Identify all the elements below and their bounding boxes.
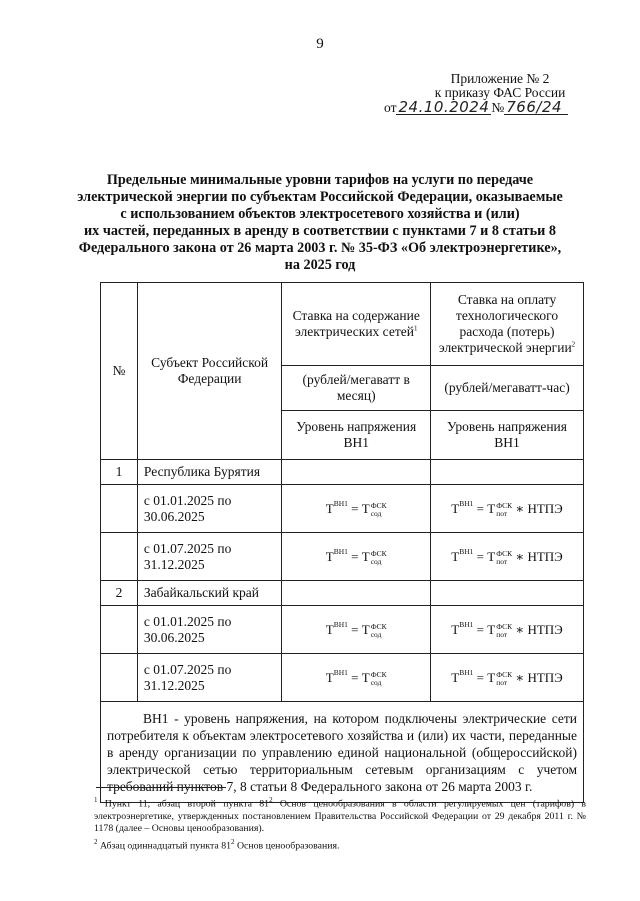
region-empty-cell	[282, 581, 431, 606]
region-row	[101, 581, 584, 606]
header-rate-losses: Ставка на оплату технологического расхода (потерь) электрической энергии$^2$	[431, 283, 584, 366]
maintenance-rate-cell	[282, 606, 431, 654]
losses-rate-cell	[431, 654, 584, 702]
period-empty-cell	[101, 533, 138, 581]
formula-maintenance: $Т^{ВН1} = Т$ ФСК сод	[325, 498, 387, 518]
losses-rate-cell	[431, 485, 584, 533]
period-empty-cell	[101, 606, 138, 654]
region-row	[101, 460, 584, 485]
title-line: Предельные минимальные уровни тарифов на услуги по передаче	[106, 172, 534, 188]
order-reference: к приказу ФАС России	[434, 85, 566, 100]
period-label: с 01.01.2025 по 30.06.2025	[137, 606, 281, 654]
region-name: Забайкальский край	[137, 581, 281, 606]
maintenance-rate-cell	[282, 485, 431, 533]
period-label: с 01.07.2025 по 31.12.2025	[137, 533, 281, 581]
page-number: 9	[316, 36, 324, 52]
header-num: №	[101, 283, 138, 460]
period-empty-cell	[101, 654, 138, 702]
formula-maintenance: $Т^{ВН1} = Т$ ФСК сод	[325, 619, 387, 639]
region-num: 2	[101, 581, 138, 606]
level-losses: Уровень напряжения ВН1	[431, 411, 584, 460]
formula-losses: $Т^{ВН1} = Т$ ФСК пот ∗ НТПЭ	[451, 498, 563, 518]
header-subject: Субъект Российской Федерации	[137, 283, 281, 460]
period-row	[101, 533, 584, 581]
region-empty-cell	[431, 460, 584, 485]
losses-rate-cell	[431, 606, 584, 654]
formula-maintenance: $Т^{ВН1} = Т$ ФСК сод	[325, 667, 387, 687]
region-name: Республика Бурятия	[137, 460, 281, 485]
tariff-table	[100, 282, 584, 803]
footnotes	[94, 794, 586, 853]
title-line: их частей, переданных в аренду в соответствии с пунктами 7 и 8 статьи 8	[84, 223, 556, 239]
order-number: 766/24	[504, 101, 568, 115]
footnote: $^2$ Абзац одиннадцатый пункта $81^2$ Основ ценообразования.	[94, 837, 340, 852]
appendix-header	[400, 72, 600, 100]
number-prefix: №	[491, 100, 505, 115]
period-row	[101, 485, 584, 533]
maintenance-rate-cell	[282, 533, 431, 581]
period-row	[101, 654, 584, 702]
footnote-separator	[96, 787, 226, 788]
period-row	[101, 606, 584, 654]
document-title	[70, 172, 570, 274]
period-label: с 01.07.2025 по 31.12.2025	[137, 654, 281, 702]
header-rate-maintenance: Ставка на содержание электрических сетей$^1$	[282, 283, 431, 366]
region-empty-cell	[282, 460, 431, 485]
level-maintenance: Уровень напряжения ВН1	[282, 411, 431, 460]
title-line: на 2025 год	[284, 257, 356, 273]
units-maintenance: (рублей/мегаватт в месяц)	[282, 366, 431, 411]
losses-rate-cell	[431, 533, 584, 581]
region-empty-cell	[431, 581, 584, 606]
appendix-label: Приложение № 2	[450, 71, 550, 86]
formula-losses: $Т^{ВН1} = Т$ ФСК пот ∗ НТПЭ	[451, 546, 563, 566]
maintenance-rate-cell	[282, 654, 431, 702]
units-losses: (рублей/мегаватт-час)	[431, 366, 584, 411]
date-prefix: от	[384, 100, 397, 115]
formula-losses: $Т^{ВН1} = Т$ ФСК пот ∗ НТПЭ	[451, 667, 563, 687]
formula-maintenance: $Т^{ВН1} = Т$ ФСК сод	[325, 546, 387, 566]
region-num: 1	[101, 460, 138, 485]
table-header-row	[101, 283, 584, 366]
period-empty-cell	[101, 485, 138, 533]
order-date: 24.10.2024	[398, 98, 490, 116]
formula-losses: $Т^{ВН1} = Т$ ФСК пот ∗ НТПЭ	[451, 619, 563, 639]
title-line: с использованием объектов электросетевого хозяйства и (или)	[120, 206, 520, 222]
title-line: Федерального закона от 26 марта 2003 г. № 35-ФЗ «Об электроэнергетике»,	[78, 240, 562, 256]
note-text: ВН1 - уровень напряжения, на котором подключены электрические сети потребителя к объектам электросетевого хозяйства и (или) их части, переданные в аренду организации по управлению единой национальной (общероссийской) электрической сетью территориальным сетевым организациям с учетом требований пунктов 7, 8 статьи 8 Федерального закона от 26 марта 2003 г.	[101, 702, 584, 803]
period-label: с 01.01.2025 по 30.06.2025	[137, 485, 281, 533]
footnote: $^1$ Пункт 11, абзац второй пункта $81^2$ Основ ценообразования в области регулируемых цен (тарифов) в электроэнергетике, утвержденных постановлением Правительства Российской Федерации от 29 декабря 2011 г. № 1178 (далее – Основы ценообразования).	[94, 796, 586, 835]
order-date-line	[384, 100, 568, 116]
title-line: электрической энергии по субъектам Российской Федерации, оказываемые	[77, 189, 563, 205]
